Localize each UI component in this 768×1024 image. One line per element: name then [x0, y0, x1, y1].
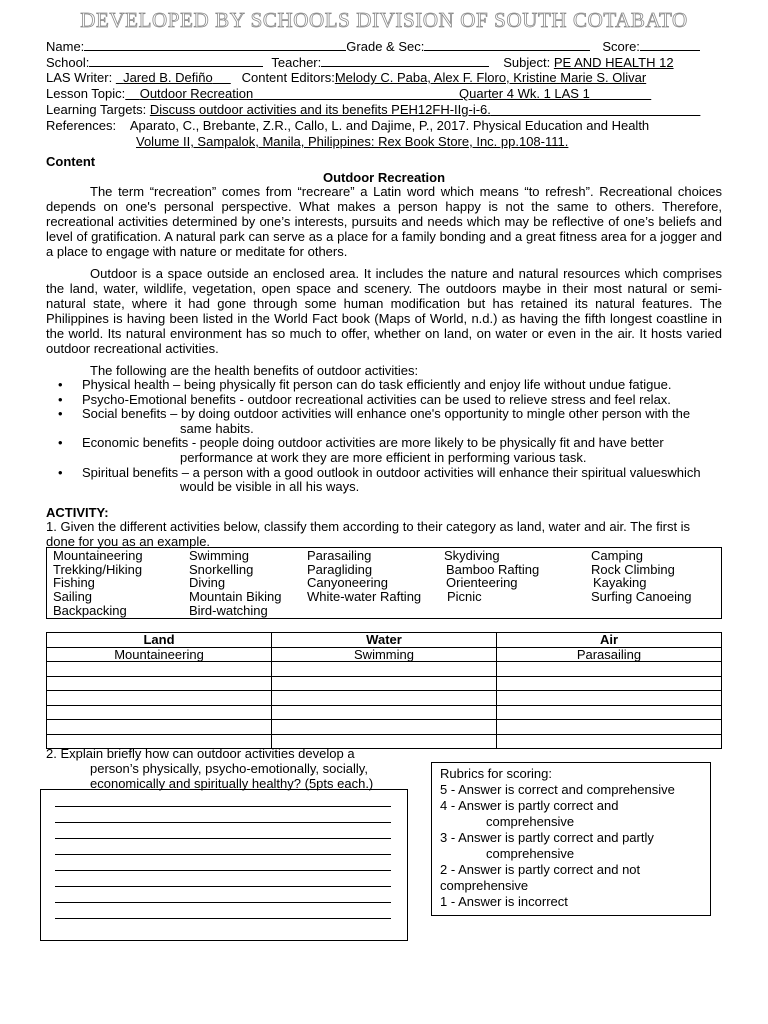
table-row — [47, 705, 722, 720]
school-label: School: — [46, 55, 90, 70]
name-row — [46, 38, 700, 55]
score-field[interactable] — [640, 38, 700, 51]
table-cell[interactable] — [272, 662, 497, 677]
activity-heading: ACTIVITY: — [46, 505, 109, 520]
references-row-2 — [136, 134, 568, 150]
targets-label: Learning Targets: — [46, 102, 147, 117]
table-cell[interactable] — [47, 691, 272, 706]
lesson-title: Outdoor Recreation — [322, 170, 446, 185]
rubric-title: Rubrics for scoring: — [440, 766, 552, 781]
table-cell[interactable] — [272, 705, 497, 720]
word-bank-item: Mountain Biking — [189, 589, 282, 604]
table-header-row — [47, 633, 722, 648]
references-label: References: — [46, 118, 117, 133]
word-bank-item: Canyoneering — [307, 575, 388, 590]
targets-value: Discuss outdoor activities and its benefits PEH12FH-IIg-i-6. — [149, 102, 491, 117]
rubric-item: 5 - Answer is correct and comprehensive — [440, 782, 675, 797]
table-cell[interactable] — [497, 734, 722, 749]
answer-box[interactable] — [40, 789, 408, 941]
question-1: 1. Given the different activities below, classify them according to their category as land, water and air. The first is done for you as an example. — [46, 519, 691, 549]
answer-line[interactable] — [55, 822, 391, 823]
word-bank-item: Sailing — [53, 589, 93, 604]
table-cell[interactable] — [497, 691, 722, 706]
word-bank-item: Paragliding — [307, 562, 373, 577]
word-bank-item: Swimming — [189, 548, 249, 563]
table-cell[interactable] — [497, 705, 722, 720]
answer-line[interactable] — [55, 886, 391, 887]
activity-word-bank — [46, 547, 722, 619]
word-bank-item: Bird-watching — [189, 603, 268, 618]
benefits-list — [46, 378, 726, 495]
editors-label: Content Editors: — [241, 70, 335, 85]
benefits-intro: The following are the health benefits of outdoor activities: — [90, 363, 419, 378]
table-cell[interactable] — [497, 662, 722, 677]
table-row — [47, 662, 722, 677]
word-bank-item: Mountaineering — [53, 548, 143, 563]
topic-label: Lesson Topic: — [46, 86, 126, 101]
writer-label: LAS Writer: — [46, 70, 113, 85]
list-item: • Spiritual benefits – a person with a good outlook in outdoor activities will enhance their spiritual valueswhich would be visible in all his ways. — [46, 466, 726, 495]
grade-field[interactable] — [424, 38, 590, 51]
list-item: • Physical health – being physically fit person can do task efficiently and enjoy life without undue fatigue. — [46, 378, 726, 393]
paragraph-outdoor: Outdoor is a space outside an enclosed area. It includes the nature and natural resources which comprises the land, water, wildlife, vegetation, open space and scenery. The outdoors maybe in their most natural or semi-natural state, where it had gone through some human modification but has retained its natural features. The Philippines is having been listed in the World Fact book (Maps of World, n.d.) as having the fifth longest coastline in the world. Its natural environment has so much to offer, whether on land, on water or even in the air. It hosts varied outdoor recreational activities. — [46, 266, 722, 356]
subject-label: Subject: — [503, 55, 551, 70]
question-2-line: 2. Explain briefly how can outdoor activities develop a — [46, 746, 355, 761]
list-item: • Social benefits – by doing outdoor activities will enhance one's opportunity to mingle other person with the same habits. — [46, 407, 726, 436]
rubric-box — [431, 762, 711, 916]
writer-value: Jared B. Defiño — [123, 70, 213, 85]
word-bank-item: White-water Rafting — [307, 589, 422, 604]
name-label: Name: — [46, 39, 85, 54]
teacher-field[interactable] — [321, 54, 489, 67]
references-row — [46, 118, 649, 134]
table-cell[interactable] — [47, 676, 272, 691]
topic-row — [46, 86, 651, 102]
word-bank-item: Picnic — [447, 589, 482, 604]
table-row — [47, 676, 722, 691]
question-2-line: economically and spiritually healthy? (5pts each.) — [90, 776, 374, 791]
table-cell[interactable] — [47, 705, 272, 720]
answer-line[interactable] — [55, 838, 391, 839]
word-bank-item: Trekking/Hiking — [53, 562, 143, 577]
table-cell[interactable] — [272, 691, 497, 706]
rubric-item: 3 - Answer is partly correct and partly comprehensive — [440, 830, 654, 861]
table-row — [47, 720, 722, 735]
rubric-item: 1 - Answer is incorrect — [440, 894, 568, 909]
list-item: • Psycho-Emotional benefits - outdoor recreational activities can be used to relieve stress and feel relax. — [46, 393, 726, 408]
question-2 — [46, 746, 416, 791]
school-row — [46, 54, 674, 71]
rubric-item: 4 - Answer is partly correct and comprehensive — [440, 798, 619, 829]
word-bank-item: Fishing — [53, 575, 95, 590]
table-cell[interactable] — [47, 662, 272, 677]
land-header: Land — [47, 633, 272, 648]
targets-row — [46, 102, 700, 118]
topic-value: Outdoor Recreation Quarter 4 Wk. 1 LAS 1 — [139, 86, 590, 101]
table-cell[interactable]: Swimming — [272, 647, 497, 662]
score-label: Score: — [602, 39, 640, 54]
answer-line[interactable] — [55, 918, 391, 919]
table-cell[interactable] — [47, 720, 272, 735]
air-header: Air — [497, 633, 722, 648]
list-item: • Economic benefits - people doing outdoor activities are more likely to be physically fit and have better performance at work they are more efficient in performing various task. — [46, 436, 726, 465]
table-row — [47, 691, 722, 706]
table-cell[interactable] — [497, 676, 722, 691]
references-line2: Volume II, Sampalok, Manila, Philippines: Rex Book Store, Inc. pp.108-111. — [136, 134, 569, 149]
name-field[interactable] — [84, 38, 346, 51]
word-bank-item: Snorkelling — [189, 562, 254, 577]
question-2-line: person’s physically, psycho-emotionally, socially, — [90, 761, 368, 776]
rubric-item: 2 - Answer is partly correct and not — [440, 862, 641, 877]
teacher-label: Teacher: — [271, 55, 322, 70]
rubric-item: comprehensive — [440, 878, 529, 893]
word-bank-item: Surfing Canoeing — [591, 589, 692, 604]
references-line1: Aparato, C., Brebante, Z.R., Callo, L. and Dajime, P., 2017. Physical Education and Health — [129, 118, 650, 133]
table-cell[interactable]: Parasailing — [497, 647, 722, 662]
school-field[interactable] — [89, 54, 263, 67]
answer-line[interactable] — [55, 854, 391, 855]
table-cell[interactable] — [272, 676, 497, 691]
word-bank-item: Kayaking — [593, 575, 647, 590]
answer-line[interactable] — [55, 806, 391, 807]
word-bank-item: Diving — [189, 575, 226, 590]
subject-value: PE AND HEALTH 12 — [553, 55, 674, 70]
table-row — [47, 647, 722, 662]
word-bank-item: Parasailing — [307, 548, 372, 563]
table-cell[interactable] — [497, 720, 722, 735]
content-heading: Content — [46, 154, 96, 169]
classification-table — [46, 632, 722, 749]
table-cell[interactable] — [272, 720, 497, 735]
word-bank-item: Rock Climbing — [591, 562, 675, 577]
word-bank-item: Orienteering — [446, 575, 518, 590]
grade-label: Grade & Sec: — [346, 39, 425, 54]
water-header: Water — [272, 633, 497, 648]
paragraph-recreation: The term “recreation” comes from “recreare” a Latin word which means “to refresh”. Recreational choices depends on one's personal perspective. What makes a person happy is not the same to others. Therefore, recreational activities determined by one’s interests, pursuits and needs which may be reflective of one’s beliefs and level of gratification. A natural park can serve as a place for a family bonding and a great fitness area for a jogger and a place to engage with nature or meditate for others. — [46, 184, 722, 259]
word-bank-item: Bamboo Rafting — [446, 562, 540, 577]
word-bank-item: Camping — [591, 548, 644, 563]
answer-line[interactable] — [55, 902, 391, 903]
division-watermark: DEVELOPED BY SCHOOLS DIVISION OF SOUTH COTABATO — [80, 8, 688, 32]
editors-value: Melody C. Paba, Alex F. Floro, Kristine Marie S. Olivar — [334, 70, 647, 85]
word-bank-item: Backpacking — [53, 603, 127, 618]
writer-row — [46, 70, 646, 86]
answer-line[interactable] — [55, 870, 391, 871]
table-cell[interactable]: Mountaineering — [47, 647, 272, 662]
word-bank-item: Skydiving — [444, 548, 500, 563]
